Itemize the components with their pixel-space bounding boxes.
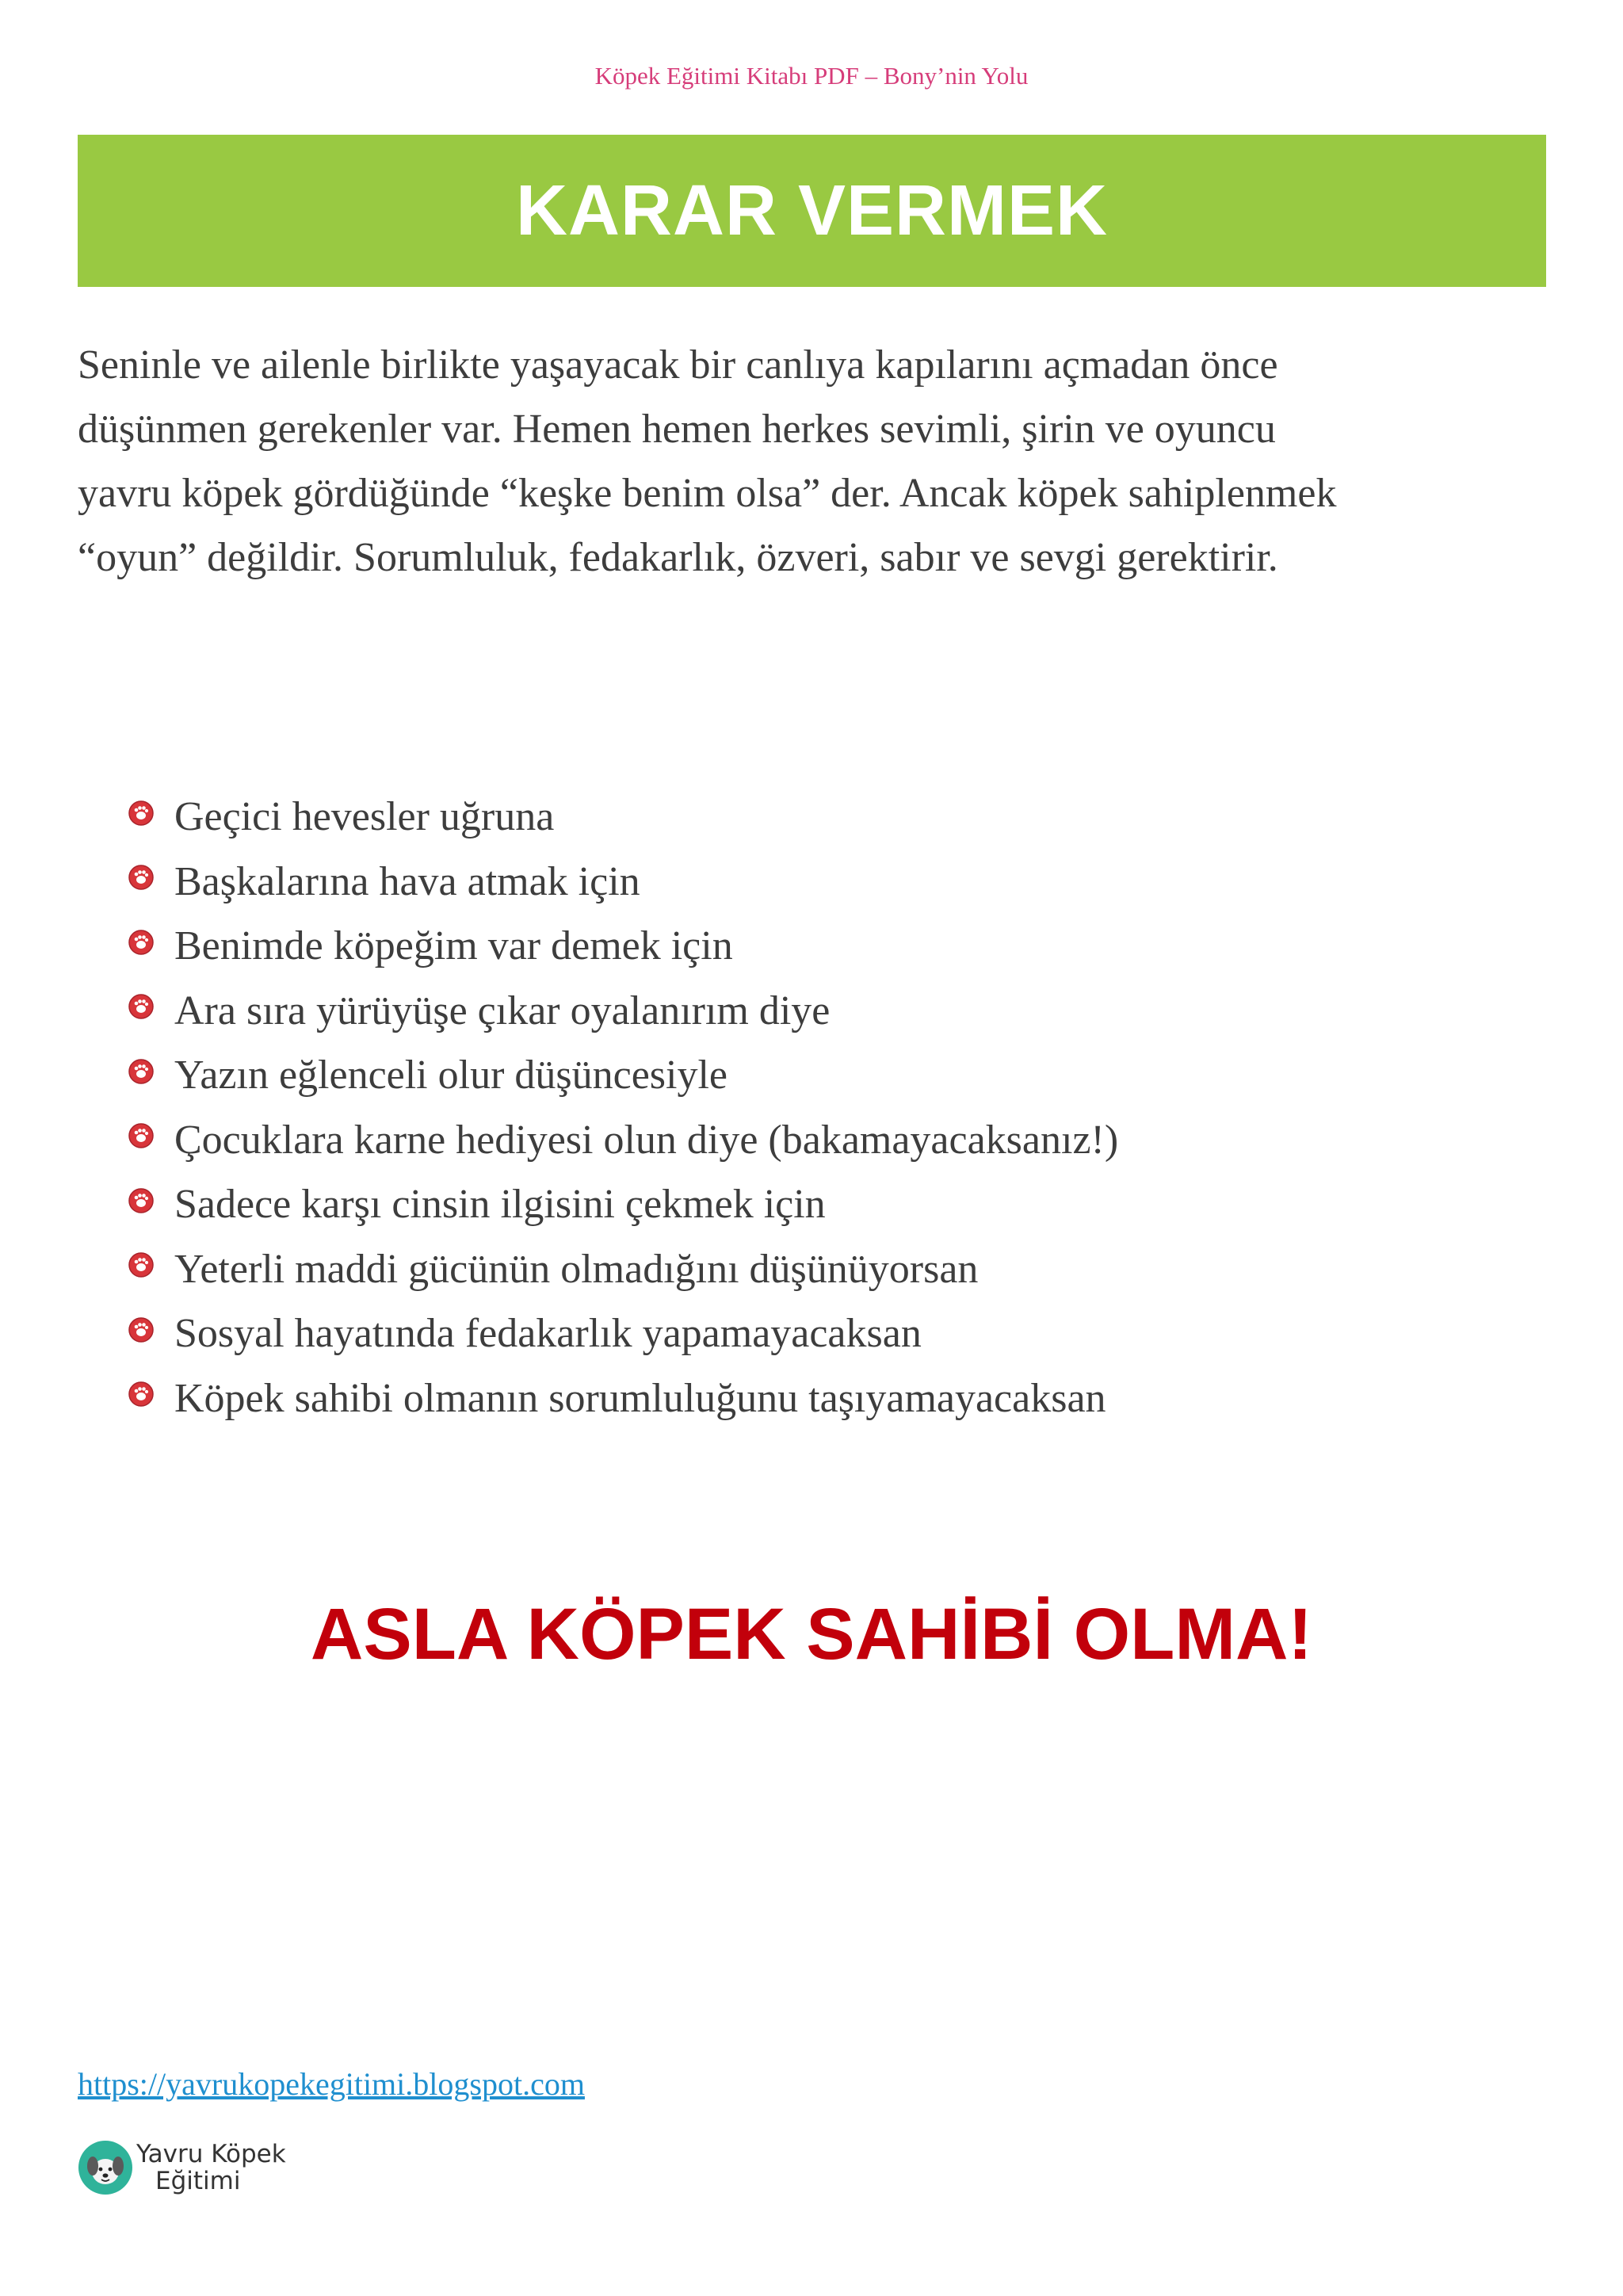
red-paw-bullet-icon	[128, 1252, 154, 1278]
red-paw-bullet-icon	[128, 1317, 154, 1343]
red-paw-bullet-icon	[128, 800, 154, 826]
list-item-text: Başkalarına hava atmak için	[174, 858, 640, 904]
list-item	[128, 1237, 1118, 1302]
list-item	[128, 914, 1118, 979]
list-item-text: Çocuklara karne hediyesi olun diye (bakamayacaksanız!)	[174, 1117, 1119, 1163]
list-item-text: Yazın eğlenceli olur düşüncesiyle	[174, 1052, 727, 1098]
intro-paragraph	[78, 333, 1568, 590]
warning-heading: ASLA KÖPEK SAHİBİ OLMA!	[310, 1594, 1313, 1675]
red-paw-bullet-icon	[128, 865, 154, 890]
intro-line: Seninle ve ailenle birlikte yaşayacak bir canlıya kapılarını açmadan önce	[78, 342, 1278, 388]
list-item-text: Köpek sahibi olmanın sorumluluğunu taşıyamayacaksan	[174, 1375, 1106, 1421]
red-paw-bullet-icon	[128, 930, 154, 955]
list-item	[128, 979, 1118, 1044]
list-item-text: Benimde köpeğim var demek için	[174, 923, 733, 969]
list-item-text: Sosyal hayatında fedakarlık yapamayacaksan	[174, 1311, 922, 1357]
red-paw-bullet-icon	[128, 1059, 154, 1084]
list-item-text: Ara sıra yürüyüşe çıkar oyalanırım diye	[174, 988, 831, 1033]
list-item	[128, 1172, 1118, 1237]
red-paw-bullet-icon	[128, 1381, 154, 1407]
reasons-list	[128, 785, 1118, 1431]
running-header: Köpek Eğitimi Kitabı PDF – Bony’nin Yolu	[594, 62, 1029, 90]
list-item-text: Geçici hevesler uğruna	[174, 794, 555, 840]
intro-line: yavru köpek gördüğünde “keşke benim olsa” der. Ancak köpek sahiplenmek	[78, 471, 1337, 516]
blog-link[interactable]: https://yavrukopekegitimi.blogspot.com	[78, 2066, 585, 2102]
list-item	[128, 1108, 1118, 1173]
list-item	[128, 1043, 1118, 1108]
title-banner	[78, 135, 1546, 287]
page-title: KARAR VERMEK	[515, 170, 1109, 250]
red-paw-bullet-icon	[128, 1123, 154, 1148]
logo-text	[136, 2141, 286, 2195]
list-item-text: Sadece karşı cinsin ilgisini çekmek için	[174, 1182, 826, 1228]
red-paw-bullet-icon	[128, 1188, 154, 1213]
red-paw-bullet-icon	[128, 994, 154, 1019]
list-item-text: Yeterli maddi gücünün olmadığını düşünüyorsan	[174, 1246, 979, 1292]
list-item	[128, 785, 1118, 850]
logo-line-1: Yavru Köpek	[136, 2140, 286, 2168]
list-item	[128, 1301, 1118, 1366]
list-item	[128, 850, 1118, 915]
intro-line: düşünmen gerekenler var. Hemen hemen herkes sevimli, şirin ve oyuncu	[78, 407, 1276, 452]
puppy-logo-icon	[78, 2140, 133, 2195]
logo-line-2: Eğitimi	[155, 2167, 241, 2195]
brand-logo	[78, 2140, 286, 2195]
intro-line: “oyun” değildir. Sorumluluk, fedakarlık, özveri, sabır ve sevgi gerektirir.	[78, 535, 1278, 580]
list-item	[128, 1366, 1118, 1431]
